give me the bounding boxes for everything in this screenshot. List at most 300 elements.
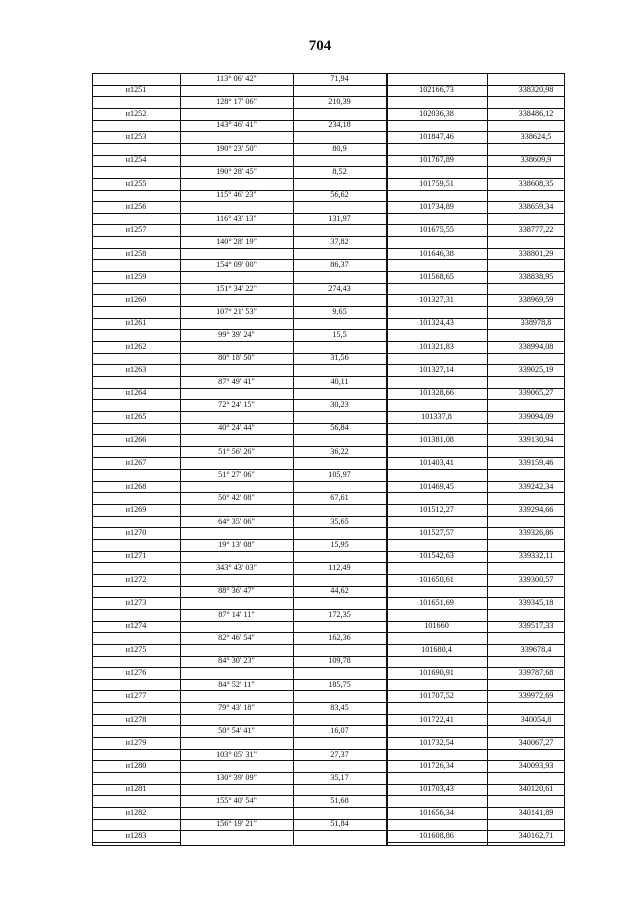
segment-line (180, 155, 386, 156)
coordinate-y: 339678,4 (520, 644, 552, 654)
coordinate-x: 101734,89 (419, 201, 454, 211)
point-name: н1276 (125, 667, 147, 677)
segment-length: 67,61 (330, 493, 349, 503)
row-line (386, 656, 565, 657)
row-line (92, 492, 180, 493)
row-line (92, 562, 180, 563)
point-name: н1268 (125, 481, 147, 491)
point-name: н1259 (125, 271, 147, 281)
row-line (386, 120, 565, 121)
segment-line (180, 96, 386, 97)
coordinate-x: 101512,27 (419, 504, 454, 514)
segment-line (180, 376, 386, 377)
point-name: н1265 (125, 411, 147, 421)
point-name: н1281 (125, 784, 147, 794)
coordinate-x: 101759,51 (419, 178, 454, 188)
segment-line (180, 434, 386, 435)
coordinate-y: 338608,35 (518, 178, 554, 188)
segment-length: 37,82 (330, 236, 349, 246)
point-name: н1264 (125, 388, 147, 398)
row-line (386, 236, 565, 237)
coordinate-x: 101324,43 (419, 318, 454, 328)
segment-length: 274,43 (328, 283, 351, 293)
coordinate-x: 101469,45 (419, 481, 454, 491)
segment-length: 35,65 (330, 516, 349, 526)
segment-line (180, 85, 386, 86)
segment-line (180, 318, 386, 319)
segment-line (180, 737, 386, 738)
coordinate-y: 339094,09 (518, 411, 554, 421)
segment-line (180, 632, 386, 633)
segment-line (180, 597, 386, 598)
coordinate-x: 101608,86 (419, 830, 454, 840)
row-line (92, 632, 180, 633)
row-line (92, 329, 180, 330)
coordinate-y: 339025,19 (518, 364, 554, 374)
coordinate-y: 339972,69 (518, 691, 554, 701)
coordinate-x: 101722,41 (419, 714, 454, 724)
coordinate-y: 339326,86 (518, 528, 554, 538)
row-line (386, 399, 565, 400)
segment-line (180, 551, 386, 552)
row-line (92, 772, 180, 773)
coordinate-y: 339159,46 (518, 458, 554, 468)
segment-line (180, 772, 386, 773)
segment-line (180, 562, 386, 563)
segment-bearing: 84° 52' 11" (218, 679, 255, 689)
point-name: н1262 (125, 341, 147, 351)
segment-bearing: 72° 24' 15" (218, 399, 255, 409)
coordinate-x: 101646,38 (419, 248, 454, 258)
coordinate-y: 338994,08 (518, 341, 554, 351)
point-name: н1279 (125, 737, 147, 747)
coordinate-y: 338659,34 (518, 201, 554, 211)
coordinate-y: 340093,93 (518, 761, 554, 771)
segment-line (180, 213, 386, 214)
segment-bearing: 155° 40' 54" (216, 796, 257, 806)
row-line (92, 143, 180, 144)
segment-bearing: 87° 49' 41" (218, 376, 255, 386)
coordinate-x: 101675,55 (419, 225, 454, 235)
segment-line (180, 819, 386, 820)
coordinate-x: 101660 (424, 621, 449, 631)
segment-bearing: 128° 17' 06" (216, 97, 257, 107)
segment-line (180, 760, 386, 761)
row-line (92, 120, 180, 121)
row-line (386, 306, 565, 307)
segment-bearing: 140° 28' 19" (216, 236, 257, 246)
point-name: н1251 (125, 85, 147, 95)
segment-length: 162,36 (328, 632, 351, 642)
segment-bearing: 116° 43' 13" (216, 213, 257, 223)
coordinate-y: 338978,8 (520, 318, 552, 328)
segment-line (180, 259, 386, 260)
coordinate-x: 101707,52 (419, 691, 454, 701)
segment-length: 172,35 (328, 609, 351, 619)
first-segment-bearing: 113° 06' 42" (216, 73, 257, 83)
row-line (92, 399, 180, 400)
segment-line (180, 283, 386, 284)
segment-line (180, 749, 386, 750)
row-line (386, 376, 565, 377)
segment-length: 83,45 (330, 702, 349, 712)
row-line (92, 353, 180, 354)
segment-line (180, 388, 386, 389)
row-line (92, 283, 180, 284)
point-name: н1283 (125, 830, 147, 840)
segment-line (180, 690, 386, 691)
coordinate-x: 101327,14 (419, 364, 454, 374)
coordinate-x: 102166,73 (419, 85, 454, 95)
coordinate-y: 340141,89 (518, 807, 554, 817)
point-name: н1275 (125, 644, 147, 654)
segment-length: 80,9 (332, 143, 347, 153)
point-name: н1256 (125, 201, 147, 211)
segment-line (180, 714, 386, 715)
coordinate-x: 101680,4 (421, 644, 452, 654)
coordinate-x: 101726,34 (419, 761, 454, 771)
segment-line (180, 190, 386, 191)
coordinate-y: 339345,18 (518, 597, 554, 607)
coordinate-y: 340067,27 (518, 737, 554, 747)
segment-bearing: 154° 09' 00" (216, 260, 257, 270)
row-line (386, 446, 565, 447)
row-line (92, 702, 180, 703)
row-line (386, 516, 565, 517)
segment-line (180, 201, 386, 202)
point-name: н1258 (125, 248, 147, 258)
segment-bearing: 51° 27' 06" (218, 469, 255, 479)
segment-line (180, 504, 386, 505)
coordinate-x: 101847,46 (419, 131, 454, 141)
segment-line (180, 644, 386, 645)
row-line (92, 609, 180, 610)
segment-line (180, 807, 386, 808)
coordinate-y: 340162,71 (518, 830, 554, 840)
segment-length: 234,18 (328, 120, 351, 130)
row-line (386, 283, 565, 284)
coordinate-x: 101381,08 (419, 434, 454, 444)
coordinate-y: 338838,95 (518, 271, 554, 281)
point-name: н1280 (125, 761, 147, 771)
segment-length: 86,37 (330, 260, 349, 270)
point-name: н1253 (125, 131, 147, 141)
row-line (92, 725, 180, 726)
row-line (386, 772, 565, 773)
segment-length: 109,78 (328, 656, 351, 666)
coordinate-x: 101650,61 (419, 574, 454, 584)
coordinate-y: 338486,12 (518, 108, 554, 118)
segment-line (180, 224, 386, 225)
segment-length: 15,95 (330, 539, 349, 549)
point-name: н1255 (125, 178, 147, 188)
segment-line (180, 609, 386, 610)
coordinate-x: 101656,34 (419, 807, 454, 817)
coordinate-y: 340054,8 (520, 714, 552, 724)
segment-line (180, 795, 386, 796)
segment-length: 8,52 (332, 166, 347, 176)
segment-bearing: 82° 46' 54" (218, 632, 255, 642)
segment-line (180, 411, 386, 412)
segment-line (180, 469, 386, 470)
row-line (386, 492, 565, 493)
row-line (92, 539, 180, 540)
row-line (386, 842, 565, 843)
row-line (386, 702, 565, 703)
segment-length: 31,56 (330, 353, 349, 363)
row-line (386, 190, 565, 191)
point-name: н1267 (125, 458, 147, 468)
segment-bearing: 151° 34' 22" (216, 283, 257, 293)
coordinate-x: 101651,69 (419, 597, 454, 607)
segment-line (180, 120, 386, 121)
coordinate-y: 338801,29 (518, 248, 554, 258)
row-line (92, 213, 180, 214)
segment-bearing: 103° 05' 31" (216, 749, 257, 759)
segment-line (180, 516, 386, 517)
row-line (92, 166, 180, 167)
segment-line (180, 271, 386, 272)
segment-length: 51,84 (330, 819, 349, 829)
segment-line (180, 364, 386, 365)
segment-line (180, 621, 386, 622)
row-line (92, 306, 180, 307)
coordinate-y: 338624,5 (520, 131, 552, 141)
segment-length: 36,22 (330, 446, 349, 456)
row-line (92, 842, 180, 843)
row-line (92, 96, 180, 97)
point-name: н1274 (125, 621, 147, 631)
row-line (92, 236, 180, 237)
row-line (386, 749, 565, 750)
first-segment-length: 71,94 (330, 73, 349, 83)
segment-line (180, 294, 386, 295)
segment-bearing: 50° 54' 41" (218, 726, 255, 736)
segment-bearing: 143° 46' 41" (216, 120, 257, 130)
segment-length: 9,65 (332, 306, 347, 316)
segment-bearing: 80° 18' 50" (218, 353, 255, 363)
segment-line (180, 679, 386, 680)
point-name: н1260 (125, 295, 147, 305)
segment-bearing: 190° 28' 45" (216, 166, 257, 176)
coordinate-x: 101767,89 (419, 155, 454, 165)
segment-line (180, 341, 386, 342)
segment-line (180, 481, 386, 482)
point-name: н1254 (125, 155, 147, 165)
coordinate-x: 101527,57 (419, 528, 454, 538)
segment-line (180, 586, 386, 587)
segment-line (180, 329, 386, 330)
segment-bearing: 343° 43' 03" (216, 563, 257, 573)
segment-length: 210,39 (328, 97, 351, 107)
point-name: н1277 (125, 691, 147, 701)
coordinate-y: 339065,27 (518, 388, 554, 398)
segment-bearing: 51° 56' 26" (218, 446, 255, 456)
row-line (386, 795, 565, 796)
segment-length: 40,11 (330, 376, 349, 386)
segment-bearing: 40° 24' 44" (218, 423, 255, 433)
segment-length: 56,62 (330, 190, 349, 200)
segment-line (180, 725, 386, 726)
segment-line (180, 143, 386, 144)
segment-bearing: 50° 42' 08" (218, 493, 255, 503)
coordinate-y: 339130,94 (518, 434, 554, 444)
row-line (92, 586, 180, 587)
row-line (386, 469, 565, 470)
page-number: 704 (308, 38, 332, 54)
segment-line (180, 399, 386, 400)
segment-length: 44,62 (330, 586, 349, 596)
segment-line (180, 457, 386, 458)
segment-line (180, 236, 386, 237)
table-border-top (92, 73, 565, 74)
row-line (386, 96, 565, 97)
point-name: н1278 (125, 714, 147, 724)
row-line (92, 679, 180, 680)
row-line (386, 562, 565, 563)
row-line (386, 329, 565, 330)
coordinate-x: 101327,31 (419, 295, 454, 305)
row-line (92, 376, 180, 377)
segment-line (180, 527, 386, 528)
row-line (92, 749, 180, 750)
table-border-bottom (92, 845, 565, 846)
point-name: н1270 (125, 528, 147, 538)
segment-bearing: 84° 30' 23" (218, 656, 255, 666)
segment-bearing: 156° 19' 21" (216, 819, 257, 829)
coordinate-y: 339787,68 (518, 667, 554, 677)
row-line (92, 795, 180, 796)
segment-line (180, 667, 386, 668)
coordinate-y: 340120,61 (518, 784, 554, 794)
row-line (386, 213, 565, 214)
segment-line (180, 492, 386, 493)
point-name: н1261 (125, 318, 147, 328)
segment-line (180, 306, 386, 307)
row-line (92, 259, 180, 260)
segment-line (180, 166, 386, 167)
row-line (386, 586, 565, 587)
row-line (386, 166, 565, 167)
segment-length: 185,75 (328, 679, 351, 689)
segment-length: 30,23 (330, 399, 349, 409)
segment-line (180, 784, 386, 785)
coordinate-y: 339294,66 (518, 504, 554, 514)
segment-bearing: 190° 23' 50" (216, 143, 257, 153)
point-name: н1269 (125, 504, 147, 514)
row-line (386, 819, 565, 820)
segment-length: 15,5 (332, 330, 347, 340)
segment-line (180, 353, 386, 354)
coordinate-x: 101328,66 (419, 388, 454, 398)
point-name: н1252 (125, 108, 147, 118)
point-name: н1272 (125, 574, 147, 584)
coordinate-x: 102036,38 (419, 108, 454, 118)
coordinate-y: 338609,9 (520, 155, 552, 165)
point-name: н1266 (125, 434, 147, 444)
point-name: н1273 (125, 597, 147, 607)
row-line (92, 190, 180, 191)
coordinate-y: 339300,57 (518, 574, 554, 584)
coordinate-x: 101403,41 (419, 458, 454, 468)
row-line (386, 609, 565, 610)
segment-length: 27,37 (330, 749, 349, 759)
row-line (386, 259, 565, 260)
segment-line (180, 248, 386, 249)
point-name: н1257 (125, 225, 147, 235)
coordinate-y: 339242,34 (518, 481, 554, 491)
segment-length: 105,97 (328, 469, 351, 479)
segment-bearing: 87° 14' 11" (218, 609, 255, 619)
segment-line (180, 423, 386, 424)
segment-line (180, 108, 386, 109)
segment-length: 35,17 (330, 772, 349, 782)
coordinate-x: 101732,54 (419, 737, 454, 747)
coordinate-y: 338777,22 (518, 225, 554, 235)
row-line (92, 469, 180, 470)
segment-bearing: 107° 21' 53" (216, 306, 257, 316)
coordinate-y: 338320,98 (518, 85, 554, 95)
segment-bearing: 130° 39' 09" (216, 772, 257, 782)
row-line (386, 143, 565, 144)
segment-bearing: 115° 46' 23" (216, 190, 257, 200)
point-name: н1282 (125, 807, 147, 817)
segment-line (180, 539, 386, 540)
coordinate-x: 101703,43 (419, 784, 454, 794)
coordinate-y: 338969,59 (518, 295, 554, 305)
segment-length: 16,07 (330, 726, 349, 736)
segment-line (180, 178, 386, 179)
segment-line (180, 131, 386, 132)
coordinate-y: 339517,33 (518, 621, 554, 631)
segment-line (180, 830, 386, 831)
row-line (92, 819, 180, 820)
row-line (386, 353, 565, 354)
segment-length: 56,84 (330, 423, 349, 433)
row-line (92, 423, 180, 424)
segment-line (180, 656, 386, 657)
row-line (386, 679, 565, 680)
coordinate-x: 101337,8 (421, 411, 452, 421)
segment-line (180, 702, 386, 703)
segment-bearing: 19° 13' 08" (218, 539, 255, 549)
row-line (92, 516, 180, 517)
coordinate-x: 101690,91 (419, 667, 454, 677)
coordinate-x: 101568,65 (419, 271, 454, 281)
coordinate-x: 101542,63 (419, 551, 454, 561)
row-line (386, 725, 565, 726)
row-line (386, 539, 565, 540)
point-name: н1271 (125, 551, 147, 561)
segment-line (180, 574, 386, 575)
row-line (386, 423, 565, 424)
segment-bearing: 99° 39' 24" (218, 330, 255, 340)
point-name: н1263 (125, 364, 147, 374)
segment-line (180, 446, 386, 447)
segment-bearing: 88° 36' 47" (218, 586, 255, 596)
coordinate-x: 101321,83 (419, 341, 454, 351)
segment-length: 131,97 (328, 213, 351, 223)
segment-bearing: 79° 43' 18" (218, 702, 255, 712)
segment-length: 51,68 (330, 796, 349, 806)
segment-length: 112,49 (328, 563, 351, 573)
coordinates-table (92, 73, 565, 846)
segment-bearing: 64° 35' 06" (218, 516, 255, 526)
row-line (92, 656, 180, 657)
row-line (92, 446, 180, 447)
coordinate-y: 339332,11 (518, 551, 554, 561)
row-line (386, 632, 565, 633)
